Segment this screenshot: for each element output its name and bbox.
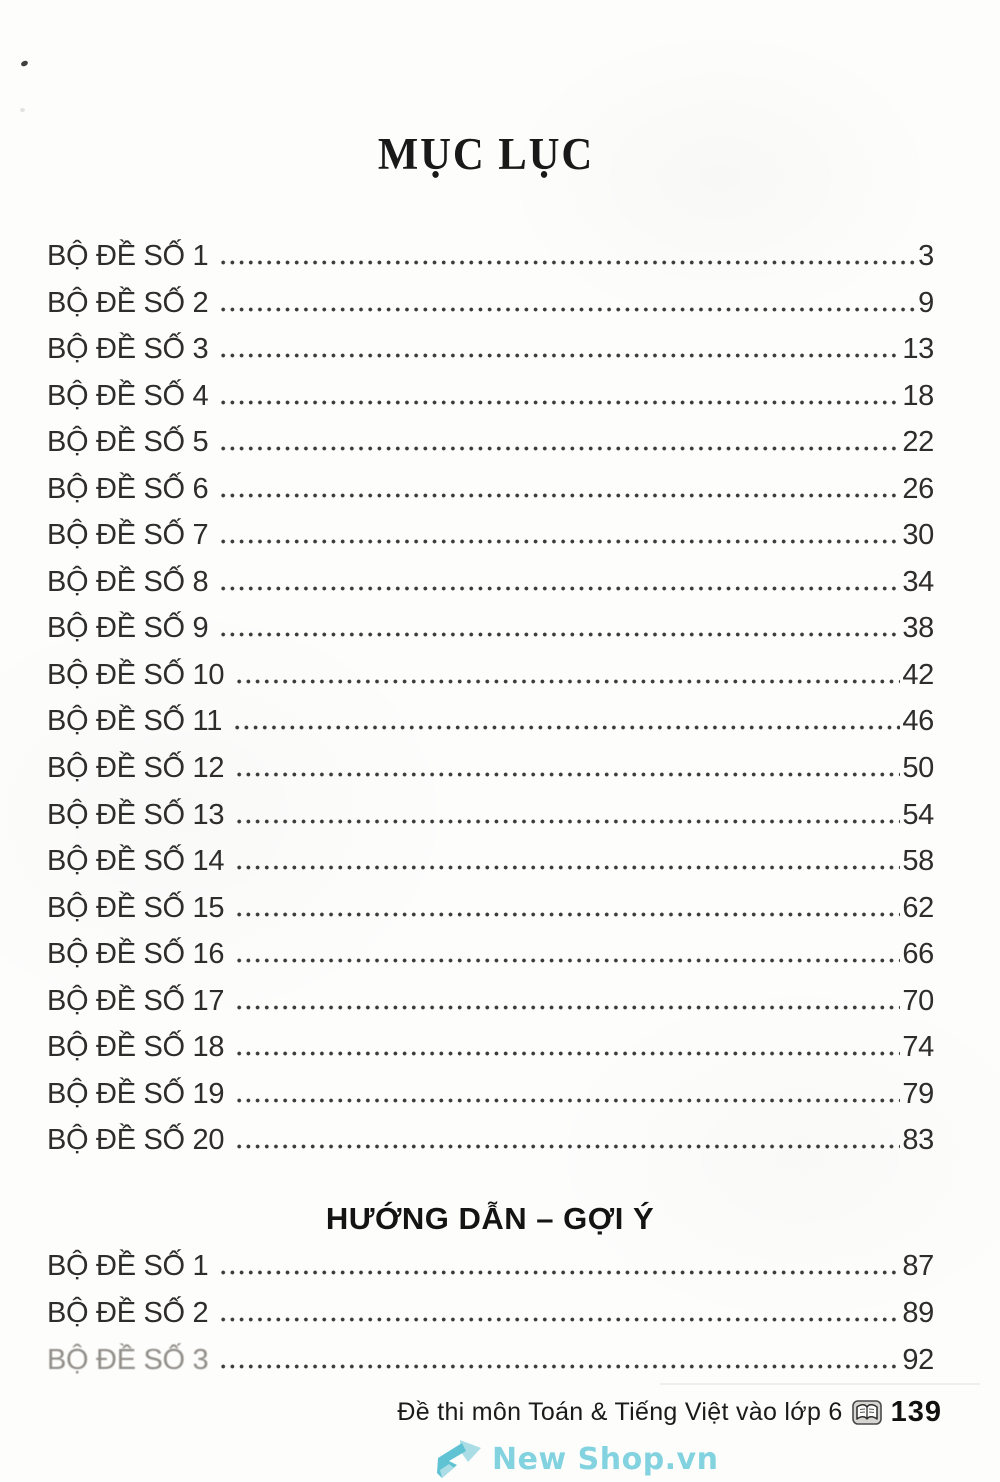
toc-entry-page: 89 bbox=[902, 1297, 934, 1329]
toc-entry-page: 66 bbox=[902, 938, 934, 971]
toc-entry-page: 50 bbox=[902, 752, 934, 785]
dot-leader bbox=[221, 260, 916, 265]
toc-list-answers bbox=[47, 1243, 934, 1384]
toc-entry-label: BỘ ĐỀ SỐ 11 bbox=[47, 705, 223, 738]
toc-entry-label: BỘ ĐỀ SỐ 1 bbox=[47, 1250, 209, 1282]
toc-entry-page: 30 bbox=[902, 519, 934, 552]
toc-entry-page: 18 bbox=[902, 379, 934, 412]
dot-leader bbox=[221, 1364, 900, 1369]
toc-entry-label: BỘ ĐỀ SỐ 9 bbox=[47, 612, 209, 645]
toc-entry bbox=[47, 745, 934, 792]
dot-leader bbox=[237, 912, 900, 917]
toc-entry bbox=[47, 1117, 934, 1164]
toc-entry-label: BỘ ĐỀ SỐ 19 bbox=[47, 1077, 225, 1110]
toc-entry bbox=[47, 1243, 934, 1290]
dot-leader bbox=[235, 725, 900, 730]
footer-page-number: 139 bbox=[890, 1395, 942, 1428]
toc-entry-label: BỘ ĐỀ SỐ 6 bbox=[47, 472, 209, 505]
page-title: MỤC LỤC bbox=[377, 129, 595, 179]
toc-entry-page: 92 bbox=[902, 1344, 934, 1376]
toc-entry-label: BỘ ĐỀ SỐ 10 bbox=[47, 658, 225, 691]
dot-leader bbox=[221, 1317, 900, 1322]
toc-entry-page: 26 bbox=[902, 472, 934, 505]
dot-leader bbox=[221, 493, 900, 498]
toc-entry-label: BỘ ĐỀ SỐ 3 bbox=[47, 1344, 209, 1376]
toc-entry-label: BỘ ĐỀ SỐ 14 bbox=[47, 845, 225, 878]
toc-entry-page: 38 bbox=[902, 612, 934, 645]
toc-entry-label: BỘ ĐỀ SỐ 20 bbox=[47, 1124, 225, 1157]
toc-entry-page: 13 bbox=[902, 333, 934, 366]
toc-entry-label: BỘ ĐỀ SỐ 8 bbox=[47, 565, 209, 598]
watermark bbox=[436, 1438, 718, 1480]
toc-entry bbox=[47, 885, 934, 932]
toc-entry bbox=[47, 233, 934, 280]
scan-speck bbox=[20, 108, 25, 112]
toc-entry-label: BỘ ĐỀ SỐ 5 bbox=[47, 426, 209, 459]
toc-entry bbox=[47, 326, 934, 373]
toc-entry-page: 22 bbox=[902, 426, 934, 459]
dot-leader bbox=[221, 1270, 900, 1275]
toc-entry-page: 34 bbox=[902, 565, 934, 598]
watermark-brand: New Shop.vn bbox=[492, 1441, 719, 1477]
toc-entry bbox=[47, 931, 934, 978]
toc-entry-label: BỘ ĐỀ SỐ 16 bbox=[47, 938, 225, 971]
newshop-arrow-icon bbox=[436, 1438, 482, 1480]
dot-leader bbox=[221, 307, 916, 312]
toc-entry-label: BỘ ĐỀ SỐ 3 bbox=[47, 333, 209, 366]
toc-entry bbox=[47, 978, 934, 1025]
dot-leader bbox=[237, 958, 900, 963]
toc-entry bbox=[47, 512, 934, 559]
toc-entry-label: BỘ ĐỀ SỐ 15 bbox=[47, 891, 225, 924]
dot-leader bbox=[237, 1051, 900, 1056]
toc-entry-page: 3 bbox=[918, 240, 934, 272]
toc-entry bbox=[47, 605, 934, 652]
toc-entry bbox=[47, 792, 934, 839]
toc-entry bbox=[47, 280, 934, 327]
toc-list-main bbox=[47, 233, 934, 1164]
toc-entry-page: 9 bbox=[918, 286, 934, 319]
toc-entry-page: 46 bbox=[902, 705, 934, 738]
dot-leader bbox=[237, 1098, 900, 1103]
toc-entry-page: 83 bbox=[902, 1124, 934, 1157]
toc-entry bbox=[47, 419, 934, 466]
toc-entry bbox=[47, 559, 934, 606]
dot-leader bbox=[237, 1005, 900, 1010]
toc-entry-label: BỘ ĐỀ SỐ 2 bbox=[47, 1297, 209, 1329]
toc-entry bbox=[47, 838, 934, 885]
toc-entry bbox=[47, 466, 934, 513]
toc-entry-page: 79 bbox=[902, 1077, 934, 1110]
dot-leader bbox=[221, 586, 900, 591]
toc-entry-page: 87 bbox=[902, 1250, 934, 1282]
toc-entry-page: 70 bbox=[902, 984, 934, 1017]
toc-entry bbox=[47, 1337, 934, 1384]
toc-entry bbox=[47, 1024, 934, 1071]
dot-leader bbox=[237, 1144, 900, 1149]
dot-leader bbox=[237, 772, 900, 777]
toc-entry bbox=[47, 1071, 934, 1118]
dot-leader bbox=[221, 539, 900, 544]
toc-entry-page: 42 bbox=[902, 658, 934, 691]
toc-entry-page: 54 bbox=[902, 798, 934, 831]
toc-entry-label: BỘ ĐỀ SỐ 18 bbox=[47, 1031, 225, 1064]
dot-leader bbox=[221, 632, 900, 637]
toc-entry-label: BỘ ĐỀ SỐ 2 bbox=[47, 286, 209, 319]
toc-entry-label: BỘ ĐỀ SỐ 4 bbox=[47, 379, 209, 412]
toc-entry bbox=[47, 652, 934, 699]
toc-entry-page: 74 bbox=[902, 1031, 934, 1064]
toc-entry bbox=[47, 1290, 934, 1337]
open-book-icon bbox=[852, 1399, 882, 1426]
footer-book-title: Đề thi môn Toán & Tiếng Việt vào lớp 6 bbox=[397, 1397, 843, 1426]
dot-leader bbox=[237, 819, 900, 824]
dot-leader bbox=[221, 353, 900, 358]
toc-entry-label: BỘ ĐỀ SỐ 17 bbox=[47, 984, 225, 1017]
footer bbox=[397, 1394, 942, 1430]
scan-speck bbox=[20, 60, 29, 68]
toc-entry-label: BỘ ĐỀ SỐ 7 bbox=[47, 519, 209, 552]
dot-leader bbox=[221, 446, 900, 451]
toc-entry-label: BỘ ĐỀ SỐ 12 bbox=[47, 752, 225, 785]
answers-section-heading: HƯỚNG DẪN – GỢI Ý bbox=[325, 1201, 655, 1236]
toc-entry-label: BỘ ĐỀ SỐ 1 bbox=[47, 240, 209, 272]
dot-leader bbox=[221, 400, 900, 405]
toc-entry bbox=[47, 698, 934, 745]
toc-entry-page: 62 bbox=[902, 891, 934, 924]
toc-entry-page: 58 bbox=[902, 845, 934, 878]
toc-entry-label: BỘ ĐỀ SỐ 13 bbox=[47, 798, 225, 831]
dot-leader bbox=[237, 679, 900, 684]
toc-entry bbox=[47, 373, 934, 420]
dot-leader bbox=[237, 865, 900, 870]
